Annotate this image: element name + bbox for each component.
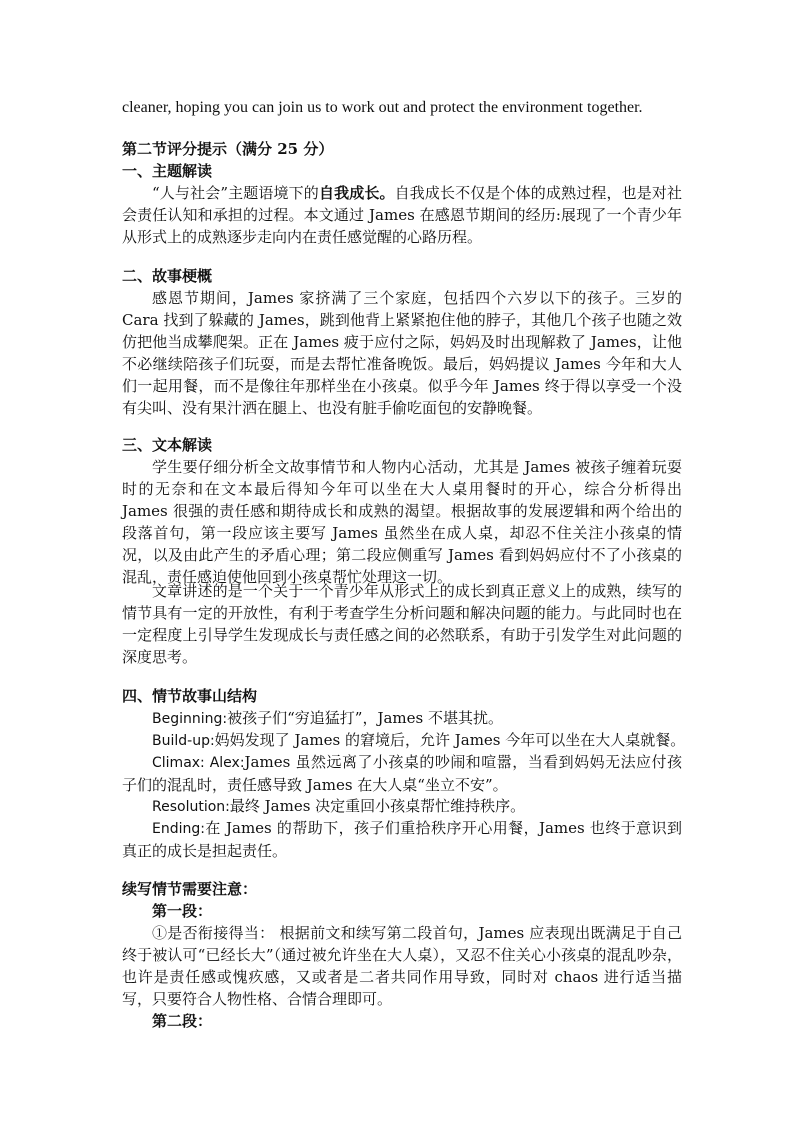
s3-heading: 三、文本解读 (122, 436, 213, 454)
s4-buildup (122, 729, 686, 752)
resolution-text: 最终 James 决定重回小孩桌帮忙维持秩序。 (229, 797, 526, 815)
beginning-label: Beginning: (152, 711, 228, 727)
climax-text: James 虽然远离了小孩桌的吵闹和喧嚣，当看到妈妈无法应付孩子们的混乱时，责任感导致 James 在大人桌“坐立不安”。 (122, 753, 683, 794)
resolution-label: Resolution: (152, 799, 230, 815)
para2-label: 第二段： (152, 1012, 213, 1030)
s4-beginning (122, 707, 682, 730)
para1-label: 第一段： (152, 902, 213, 920)
s4-climax (122, 751, 682, 796)
s1-paragraph (122, 182, 682, 248)
intro-line: cleaner, hoping you can join us to work out and protect the environment together. (122, 99, 643, 116)
buildup-text: 妈妈发现了 James 的窘境后，允许 James 今年可以坐在大人桌就餐。 (214, 731, 686, 749)
s5-heading: 续写情节需要注意： (122, 880, 258, 898)
s5-item-1: ①是否衔接得当： 根据前文和续写第二段首句，James 应表现出既满足于自己终于被认可“已经长大”（通过被允许坐在大人桌），又忍不住关心小孩桌的混乱吵杂，也许是责任感或愧疚感，又或者是二者共同作用导致，同时对 chaos 进行适当描写，只要符合人物性格、合情合理即可。 (122, 924, 682, 1008)
section-title: 第二节评分提示（满分 25 分） (122, 140, 334, 158)
s1-p-bold: 自我成长。 (318, 184, 395, 202)
s2-paragraph: 感恩节期间，James 家挤满了三个家庭，包括四个六岁以下的孩子。三岁的 Cara 找到了躲藏的 James，跳到他背上紧紧抱住他的脖子，其他几个孩子也随之效仿把他当成攀爬架。正在 James 疲于应付之际，妈妈及时出现解救了 James，让他不必继续陪孩子们玩耍，而是去帮忙准备晚饭。最后，妈妈提议 James 今年和大人们一起用餐，而不是像往年那样坐在小孩桌。似乎今年 James 终于得以享受一个没有尖叫、没有果汁洒在腿上、也没有脏手偷吃面包的安静晚餐。 (122, 289, 682, 417)
s1-p-pre: “人与社会”主题语境下的 (152, 184, 319, 202)
climax-label: Climax: Alex: (152, 755, 245, 771)
s4-heading: 四、情节故事山结构 (122, 687, 258, 705)
s1-p-post: 自我成长不仅是个体的成熟过程，也是对社会责任认知和承担的过程。本文通过 James 在感恩节期间的经历:展现了一个青少年从形式上的成熟逐步走向内在责任感觉醒的心路历程。 (122, 184, 682, 246)
s3-paragraph-1: 学生要仔细分析全文故事情节和人物内心活动，尤其是 James 被孩子缠着玩耍时的无奈和在文本最后得知今年可以坐在大人桌用餐时的开心，综合分析得出 James 很强的责任感和期待成长和成熟的渴望。根据故事的发展逻辑和两个给出的段落首句，第一段应该主要写 James 虽然坐在成人桌，却忍不住关注小孩桌的情况，以及由此产生的矛盾心理；第二段应侧重写 James 看到妈妈应付不了小孩桌的混乱，责任感迫使他回到小孩桌帮忙处理这一切。 (122, 458, 682, 586)
ending-text: 在 James 的帮助下，孩子们重拾秩序开心用餐，James 也终于意识到真正的成长是担起责任。 (122, 819, 682, 860)
s2-heading: 二、故事梗概 (122, 267, 213, 285)
s4-ending (122, 817, 682, 862)
s3-paragraph-2: 文章讲述的是一个关于一个青少年从形式上的成长到真正意义上的成熟，续写的情节具有一定的开放性，有利于考查学生分析问题和解决问题的能力。与此同时也在一定程度上引导学生发现成长与责任感之间的必然联系，有助于引发学生对此问题的深度思考。 (122, 582, 682, 666)
s4-resolution (122, 795, 682, 818)
ending-label: Ending: (152, 821, 205, 837)
s1-heading: 一、主题解读 (122, 162, 213, 180)
buildup-label: Build-up: (152, 733, 215, 749)
beginning-text: 被孩子们“穷追猛打”，James 不堪其扰。 (227, 709, 503, 727)
